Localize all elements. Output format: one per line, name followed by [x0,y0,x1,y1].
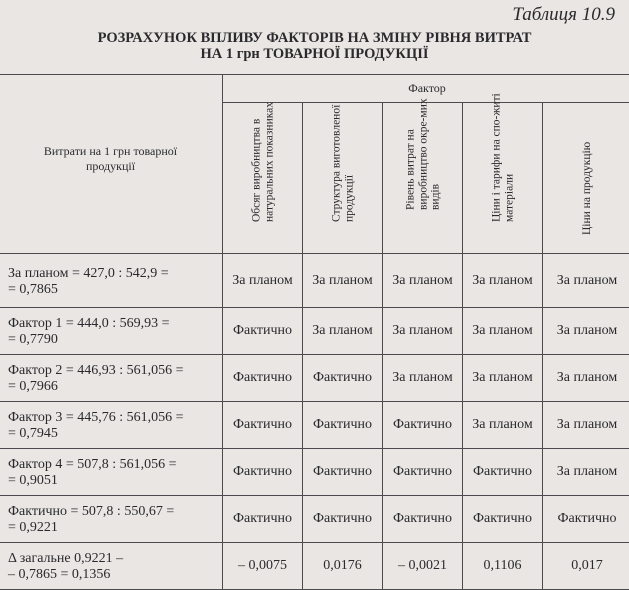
row-label-line: = 0,7790 [8,332,216,348]
row-label-line: Δ загальне 0,9221 – [8,551,216,567]
row-label [0,355,223,402]
table-cell: За планом [383,308,463,355]
table-cell: Фактично [223,308,303,355]
table-cell: Фактично [223,496,303,543]
table-cell: Фактично [463,449,543,496]
table-cell: – 0,0075 [223,543,303,590]
table-cell: За планом [543,308,629,355]
row-label [0,308,223,355]
table-cell: За планом [383,355,463,402]
row-label [0,402,223,449]
title-line-1: РОЗРАХУНОК ВПЛИВУ ФАКТОРІВ НА ЗМІНУ РІВНЯ ВИТРАТ [0,30,629,46]
row-label-line: = 0,7945 [8,426,216,442]
row-label-line: Фактично = 507,8 : 550,67 = [8,504,216,520]
row-label-line: Фактор 4 = 507,8 : 561,056 = [8,457,216,473]
row-label [0,543,223,590]
table-cell: 0,017 [543,543,629,590]
row-label-line: За планом = 427,0 : 542,9 = [8,266,216,282]
table-cell: Фактично [543,496,629,543]
table-cell: Фактично [303,402,383,449]
table-cell: Фактично [463,496,543,543]
table-row [0,402,629,449]
table-cell: За планом [463,355,543,402]
column-header-text: Структура виготовленої продукції [330,82,355,222]
table-cell: Фактично [223,449,303,496]
table-cell: – 0,0021 [383,543,463,590]
table-cell: Фактично [223,402,303,449]
row-label-line: Фактор 2 = 446,93 : 561,056 = [8,363,216,379]
table-row [0,496,629,543]
table-cell: За планом [543,254,629,308]
table-cell: Фактично [303,449,383,496]
row-header-text: Витрати на 1 грн товарної продукції [36,144,186,174]
column-header [463,103,543,254]
table-cell: Фактично [383,402,463,449]
column-header-text: Ціни на продукцію [581,95,594,235]
title-line-2: НА 1 грн ТОВАРНОЇ ПРОДУКЦІЇ [0,46,629,62]
table-title [0,30,629,62]
row-label-line: = 0,9051 [8,473,216,489]
table-row [0,254,629,308]
table-cell: Фактично [303,496,383,543]
column-header [223,103,303,254]
row-label-line: = 0,7865 [8,282,216,298]
table-cell: Фактично [383,449,463,496]
column-header [383,103,463,254]
table-row [0,355,629,402]
table-cell: За планом [543,355,629,402]
table-cell: За планом [463,254,543,308]
row-label-line: – 0,7865 = 0,1356 [8,567,216,583]
row-header [0,75,223,254]
table-cell: За планом [463,402,543,449]
table-row [0,543,629,590]
table-caption: Таблиця 10.9 [512,4,615,26]
table-row [0,449,629,496]
row-label [0,449,223,496]
table-cell: За планом [543,402,629,449]
column-header [543,103,629,254]
row-label-line: = 0,7966 [8,379,216,395]
row-label-line: = 0,9221 [8,520,216,536]
table-cell: За планом [383,254,463,308]
table-cell: За планом [223,254,303,308]
table-cell: За планом [303,308,383,355]
column-header-text: Ціни і тарифи на спо-житі матеріали [490,82,515,222]
row-label-line: Фактор 3 = 445,76 : 561,056 = [8,410,216,426]
table-cell: 0,0176 [303,543,383,590]
table-cell: Фактично [303,355,383,402]
table-cell: За планом [303,254,383,308]
column-header-text: Рівень витрат на виробництво окре-мих видів [404,70,442,210]
column-header [303,103,383,254]
table-cell: Фактично [223,355,303,402]
column-header-text: Обсяг виробництва в натуральних показниках [250,82,275,222]
factor-table [0,74,629,590]
row-label [0,496,223,543]
row-label-line: Фактор 1 = 444,0 : 569,93 = [8,316,216,332]
row-label [0,254,223,308]
table-cell: 0,1106 [463,543,543,590]
table-cell: Фактично [383,496,463,543]
group-header-factor: Фактор [223,75,629,103]
table-row [0,308,629,355]
table-cell: За планом [543,449,629,496]
table-cell: За планом [463,308,543,355]
